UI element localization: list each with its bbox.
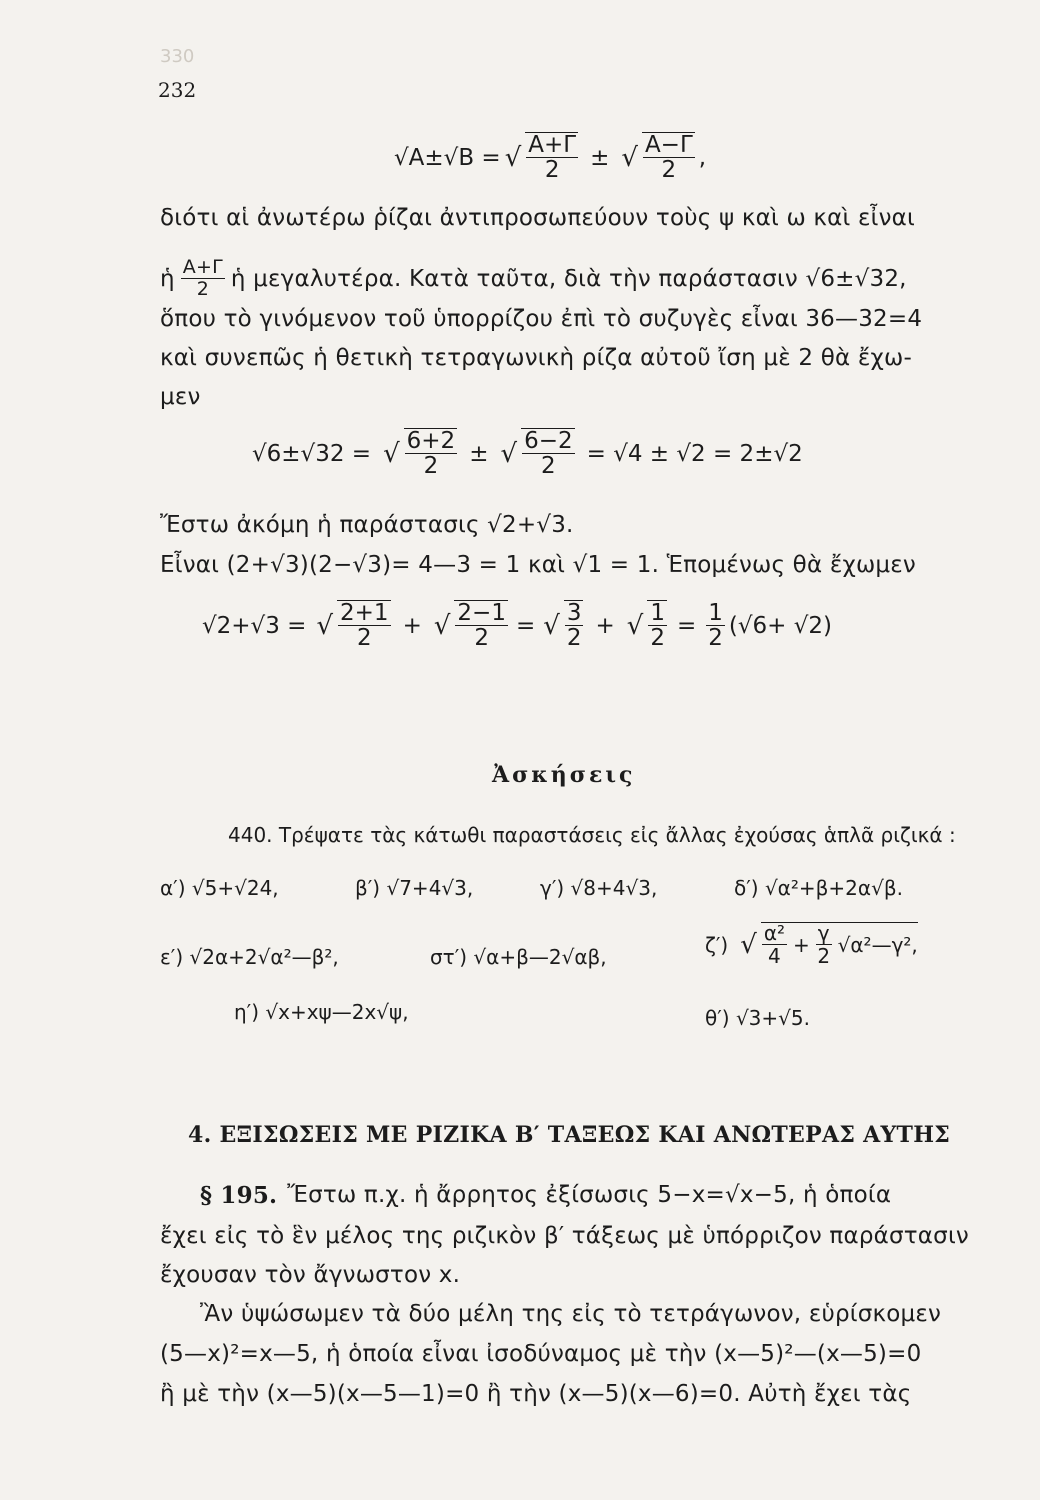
exercise-item-z bbox=[705, 922, 918, 967]
numerator: 2+1 bbox=[340, 600, 389, 626]
numerator: A+Γ bbox=[182, 256, 223, 278]
radicand bbox=[761, 922, 918, 967]
denominator: 2 bbox=[196, 277, 209, 300]
radical-sign: √ bbox=[504, 142, 522, 173]
numerator: γ bbox=[817, 921, 830, 945]
exercise-item-b: β′) √7+4√3, bbox=[355, 876, 474, 900]
text-fragment: ἡ bbox=[160, 265, 175, 292]
formula3-lhs: √2+√3 = bbox=[202, 612, 307, 639]
text-line: ἢ μὲ τὴν (x—5)(x—5—1)=0 ἢ τὴν (x—5)(x—6)=0. Αὐτὴ ἔχει τὰς bbox=[160, 1381, 912, 1407]
radical-sign: √ bbox=[500, 438, 518, 469]
plus-sign: + bbox=[402, 612, 422, 639]
plus-sign: + bbox=[793, 933, 810, 957]
formula3-rhs: (√6+ √2) bbox=[728, 612, 832, 639]
radical-sign: √ bbox=[383, 438, 400, 469]
numerator: α² bbox=[763, 921, 786, 945]
paragraph-line bbox=[200, 1182, 891, 1209]
denominator: 4 bbox=[768, 944, 781, 968]
pm-sign: ± bbox=[469, 440, 489, 467]
fraction bbox=[454, 600, 508, 651]
denominator: 2 bbox=[544, 157, 560, 184]
fraction bbox=[521, 428, 575, 479]
exercises-title: Ἀσκήσεις bbox=[492, 762, 636, 788]
text-line: Εἶναι (2+√3)(2−√3)= 4—3 = 1 καὶ √1 = 1. Ἑπομένως θὰ ἔχωμεν bbox=[160, 552, 916, 578]
text-line: καὶ συνεπῶς ἡ θετικὴ τετραγωνικὴ ρίζα αὐτοῦ ἴση μὲ 2 θὰ ἔχω- bbox=[160, 345, 912, 371]
denominator: 2 bbox=[661, 157, 677, 184]
fraction bbox=[525, 132, 578, 183]
exercise-item-h: η′) √x+xψ—2x√ψ, bbox=[234, 1000, 409, 1024]
text-line: διότι αἱ ἀνωτέρω ῥίζαι ἀντιπροσωπεύουν τοὺς ψ καὶ ω καὶ εἶναι bbox=[160, 205, 916, 231]
exercise-item-d: δ′) √α²+β+2α√β. bbox=[734, 876, 903, 900]
radical-sign: √ bbox=[621, 142, 638, 173]
numerator: A+Γ bbox=[528, 132, 577, 158]
fraction bbox=[706, 601, 725, 651]
formula1-lhs: √A±√B = bbox=[394, 144, 501, 171]
fraction bbox=[762, 923, 787, 967]
denominator: 2 bbox=[356, 625, 372, 652]
formula2-lhs: √6±√32 = bbox=[252, 440, 372, 467]
fraction bbox=[564, 600, 584, 651]
formula-sqrt-identity bbox=[394, 132, 706, 183]
text-fragment: ἡ μεγαλυτέρα. Κατὰ ταῦτα, διὰ τὴν παράστασιν √6±√32, bbox=[230, 265, 907, 292]
radical-tail: √α²—γ², bbox=[837, 933, 918, 957]
exercise-item-a: α′) √5+√24, bbox=[160, 876, 279, 900]
paragraph-number: § 195. bbox=[200, 1182, 278, 1209]
formula-example-2 bbox=[202, 600, 832, 651]
denominator: 2 bbox=[541, 453, 556, 480]
text-line bbox=[160, 258, 907, 300]
exercise-item-st: στ′) √α+β—2√αβ, bbox=[430, 945, 607, 969]
fraction bbox=[337, 600, 391, 651]
fraction bbox=[647, 600, 667, 651]
fraction bbox=[642, 132, 695, 183]
equals-sign: = bbox=[676, 612, 697, 639]
numerator: A−Γ bbox=[644, 132, 693, 158]
text-line: Ἔστω ἀκόμη ἡ παράστασις √2+√3. bbox=[160, 512, 574, 538]
text-line: ἔχει εἰς τὸ ἓν μέλος της ριζικὸν β′ τάξεως μὲ ὑπόρριζον παράστασιν bbox=[160, 1223, 969, 1249]
denominator: 2 bbox=[650, 625, 665, 652]
formula2-rhs: = √4 ± √2 = 2±√2 bbox=[586, 440, 803, 467]
page-number: 232 bbox=[158, 78, 197, 102]
comma: , bbox=[698, 144, 707, 171]
exercise-item-th: θ′) √3+√5. bbox=[705, 1006, 810, 1030]
numerator: 6−2 bbox=[524, 428, 573, 454]
section-heading: 4. ΕΞΙΣΩΣΕΙΣ ΜΕ ΡΙΖΙΚΑ Β′ ΤΑΞΕΩΣ ΚΑΙ ΑΝΩΤΕΡΑΣ ΑΥΤΗΣ bbox=[188, 1122, 951, 1148]
text-line: (5—x)²=x—5, ἡ ὁποία εἶναι ἰσοδύναμος μὲ τὴν (x—5)²—(x—5)=0 bbox=[160, 1341, 922, 1367]
item-label: ζ′) bbox=[705, 932, 729, 957]
plus-sign: + bbox=[595, 612, 615, 639]
denominator: 2 bbox=[566, 625, 582, 652]
equals-sign: = bbox=[515, 612, 536, 639]
text-line: ὅπου τὸ γινόμενον τοῦ ὑπορρίζου ἐπὶ τὸ συζυγὲς εἶναι 36—32=4 bbox=[160, 306, 923, 332]
numerator: 1 bbox=[650, 600, 665, 626]
text-line: μεν bbox=[160, 384, 201, 410]
denominator: 2 bbox=[708, 624, 723, 651]
radical-sign: √ bbox=[740, 929, 757, 960]
denominator: 2 bbox=[817, 944, 831, 968]
radical-sign: √ bbox=[316, 610, 334, 641]
text-line: ἔχουσαν τὸν ἄγνωστον x. bbox=[160, 1262, 461, 1288]
fraction bbox=[181, 258, 225, 300]
fraction bbox=[816, 923, 832, 967]
radical-sign: √ bbox=[543, 610, 560, 641]
text-line: Ἂν ὑψώσωμεν τὰ δύο μέλη της εἰς τὸ τετράγωνον, εὑρίσκομεν bbox=[200, 1301, 942, 1327]
bleed-through-text: 330 bbox=[160, 46, 195, 67]
exercise-item-e: ε′) √2α+2√α²—β², bbox=[160, 945, 339, 969]
denominator: 2 bbox=[474, 625, 490, 652]
numerator: 3 bbox=[566, 600, 582, 626]
fraction bbox=[404, 428, 458, 479]
formula-example-1 bbox=[252, 428, 803, 479]
exercise-440: 440. Τρέψατε τὰς κάτωθι παραστάσεις εἰς ἄλλας ἐχούσας ἁπλᾶ ριζικά : bbox=[228, 823, 956, 847]
radical-sign: √ bbox=[626, 610, 644, 641]
pm-sign: ± bbox=[590, 144, 610, 171]
exercise-item-c: γ′) √8+4√3, bbox=[540, 876, 658, 900]
radical-sign: √ bbox=[433, 610, 451, 641]
denominator: 2 bbox=[423, 453, 439, 480]
numerator: 1 bbox=[708, 599, 723, 626]
numerator: 2−1 bbox=[457, 600, 506, 626]
numerator: 6+2 bbox=[406, 428, 456, 454]
text-fragment: Ἔστω π.χ. ἡ ἄρρητος ἐξίσωσις 5−x=√x−5, ἡ ὁποία bbox=[287, 1182, 892, 1208]
